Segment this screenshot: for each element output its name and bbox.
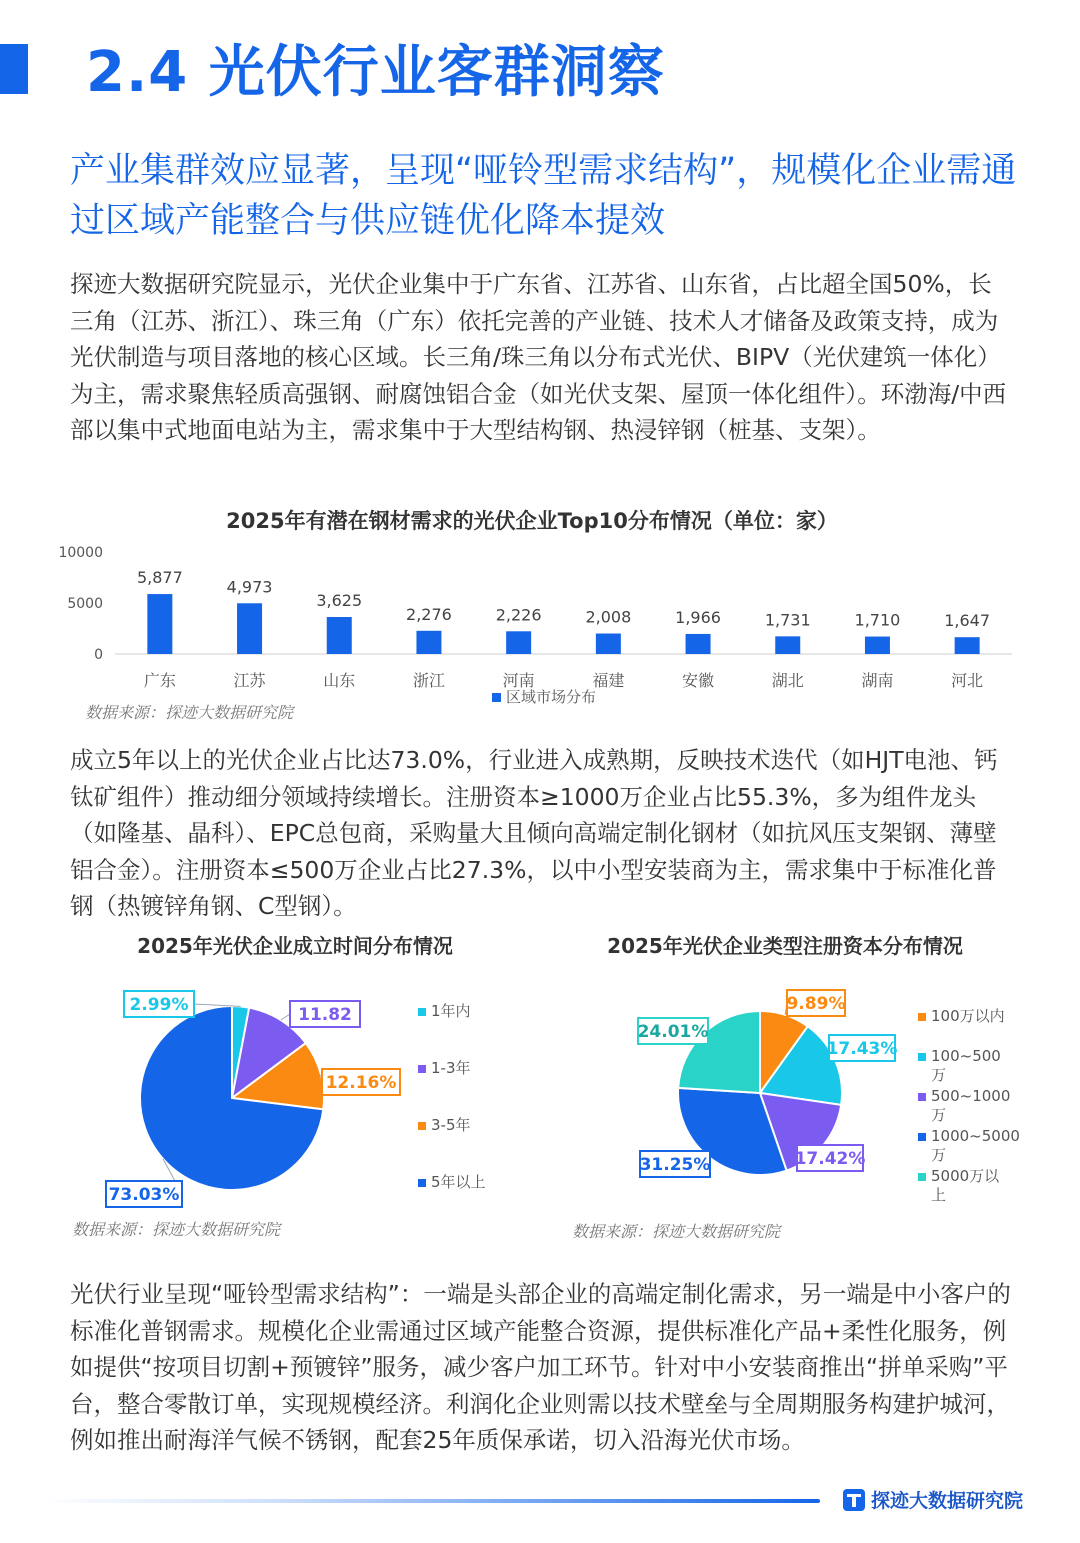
x-tick-label: 福建 xyxy=(592,671,625,690)
x-tick-label: 江苏 xyxy=(233,671,266,690)
x-tick-label: 河南 xyxy=(502,671,535,690)
footer-divider xyxy=(40,1499,820,1503)
pie-leader-line xyxy=(281,1014,290,1020)
pie-value-label: 73.03% xyxy=(108,1185,180,1205)
bar-value-label: 2,276 xyxy=(406,604,452,624)
bar-value-label: 1,710 xyxy=(854,610,901,630)
pie2-source: 数据来源：探迹大数据研究院 xyxy=(572,1222,781,1241)
pie-chart-establishment xyxy=(40,925,540,1245)
legend-swatch xyxy=(918,1013,926,1021)
bar-value-label: 2,226 xyxy=(495,605,542,625)
pie-value-label: 24.01% xyxy=(637,1022,709,1042)
legend-label-wrap: 上 xyxy=(931,1186,947,1204)
legend-label-wrap: 万 xyxy=(931,1106,947,1124)
pie-value-label: 17.42% xyxy=(794,1149,866,1169)
section-subtitle: 产业集群效应显著，呈现“哑铃型需求结构”，规模化企业需通过区域产能整合与供应链优化降本提效 xyxy=(70,151,1017,241)
bar-福建 xyxy=(596,634,621,654)
bar-安徽 xyxy=(686,634,711,654)
bar-chart-source: 数据来源：探迹大数据研究院 xyxy=(85,703,294,722)
x-tick-label: 山东 xyxy=(323,671,356,690)
bar-value-label: 3,625 xyxy=(316,591,363,611)
legend-label: 1000~5000 xyxy=(931,1127,1020,1145)
legend-label: 500~1000 xyxy=(931,1087,1011,1105)
paragraph-regional: 探迹大数据研究院显示，光伏企业集中于广东省、江苏省、山东省，占比超全国50%，长三角（江苏、浙江）、珠三角（广东）依托完善的产业链、技术人才储备及政策支持，成为光伏制造与项目落地的核心区域。长三角/珠三角以分布式光伏、BIPV（光伏建筑一体化）为主，需求聚焦轻质高强钢、耐腐蚀铝合金（如光伏支架、屋顶一体化组件）。环渤海/中西部以集中式地面电站为主，需求集中于大型结构钢、热浸锌钢（桩基、支架）。 xyxy=(70,270,1007,444)
legend-swatch xyxy=(918,1053,926,1061)
legend-swatch xyxy=(918,1133,926,1141)
bar-广东 xyxy=(147,594,172,654)
bar-value-label: 4,973 xyxy=(226,577,273,597)
bar-湖北 xyxy=(775,636,800,654)
legend-label: 1-3年 xyxy=(431,1059,471,1077)
bar-山东 xyxy=(327,617,352,654)
y-tick-label: 5000 xyxy=(67,596,103,612)
legend-swatch xyxy=(418,1179,426,1187)
legend-swatch xyxy=(492,693,501,702)
pie-value-label: 2.99% xyxy=(129,995,189,1015)
legend-label-wrap: 万 xyxy=(931,1146,947,1164)
pie-value-label: 9.89% xyxy=(786,994,846,1014)
legend-label: 100万以内 xyxy=(931,1007,1005,1025)
brand-logo-icon xyxy=(843,1489,865,1511)
pie-value-label: 31.25% xyxy=(639,1155,711,1175)
legend-label: 5年以上 xyxy=(431,1173,486,1191)
pie-value-label: 12.16% xyxy=(325,1073,397,1093)
legend-swatch xyxy=(418,1008,426,1016)
bar-value-label: 1,647 xyxy=(944,611,991,631)
title-accent-bar xyxy=(0,44,28,94)
x-tick-label: 安徽 xyxy=(682,671,715,690)
bar-河南 xyxy=(506,631,531,654)
legend-swatch xyxy=(418,1122,426,1130)
bar-value-label: 2,008 xyxy=(585,607,632,627)
pie-value-label: 17.43% xyxy=(826,1039,898,1059)
legend-label: 1年内 xyxy=(431,1002,471,1020)
legend-label: 区域市场分布 xyxy=(506,688,597,706)
bar-value-label: 1,731 xyxy=(764,610,811,630)
x-tick-label: 湖北 xyxy=(771,671,804,690)
bar-value-label: 1,966 xyxy=(675,607,721,627)
bar-value-label: 5,877 xyxy=(136,568,183,588)
bar-浙江 xyxy=(416,631,441,654)
bar-河北 xyxy=(955,637,980,654)
pie-chart-capital xyxy=(550,925,1050,1245)
bar-湖南 xyxy=(865,637,890,654)
bar-chart-top10 xyxy=(40,500,1040,730)
pie1-source: 数据来源：探迹大数据研究院 xyxy=(72,1220,281,1239)
legend-label: 3-5年 xyxy=(431,1116,471,1134)
pie-value-label: 11.82 xyxy=(298,1005,352,1025)
legend-label-wrap: 万 xyxy=(931,1066,947,1084)
legend-swatch xyxy=(418,1065,426,1073)
pie1-title: 2025年光伏企业成立时间分布情况 xyxy=(137,934,453,958)
legend-swatch xyxy=(918,1173,926,1181)
footer-brand-name: 探迹大数据研究院 xyxy=(871,1490,1024,1512)
paragraph-maturity: 成立5年以上的光伏企业占比达73.0%，行业进入成熟期，反映技术迭代（如HJT电池、钙钛矿组件）推动细分领域持续增长。注册资本≥1000万企业占比55.3%，多为组件龙头（如隆基、晶科）、EPC总包商，采购量大且倾向高端定制化钢材（如抗风压支架钢、薄壁铝合金）。注册资本≤500万企业占比27.3%，以中小型安装商为主，需求集中于标准化普钢（热镀锌角钢、C型钢）。 xyxy=(70,746,998,920)
page-title: 2.4 光伏行业客群洞察 xyxy=(86,40,665,105)
x-tick-label: 广东 xyxy=(143,671,176,690)
x-tick-label: 湖南 xyxy=(861,671,894,690)
x-tick-label: 河北 xyxy=(951,671,984,690)
legend-label: 100~500 xyxy=(931,1047,1001,1065)
y-tick-label: 0 xyxy=(94,647,103,663)
y-tick-label: 10000 xyxy=(58,545,103,561)
x-tick-label: 浙江 xyxy=(412,671,445,690)
bar-chart-legend xyxy=(492,688,596,706)
legend-label: 5000万以 xyxy=(931,1167,1000,1185)
paragraph-dumbbell: 光伏行业呈现“哑铃型需求结构”：一端是头部企业的高端定制化需求，另一端是中小客户的标准化普钢需求。规模化企业需通过区域产能整合资源，提供标准化产品+柔性化服务，例如提供“按项目切割+预镀锌”服务，减少客户加工环节。针对中小安装商推出“拼单采购”平台，整合零散订单，实现规模经济。利润化企业则需以技术壁垒与全周期服务构建护城河，例如推出耐海洋气候不锈钢，配套25年质保承诺，切入沿海光伏市场。 xyxy=(70,1280,1011,1454)
legend-swatch xyxy=(918,1093,926,1101)
pie2-title: 2025年光伏企业类型注册资本分布情况 xyxy=(607,934,963,958)
footer-brand xyxy=(843,1486,1023,1513)
bar-chart-title: 2025年有潜在钢材需求的光伏企业Top10分布情况（单位：家） xyxy=(226,509,838,533)
bar-江苏 xyxy=(237,603,262,654)
